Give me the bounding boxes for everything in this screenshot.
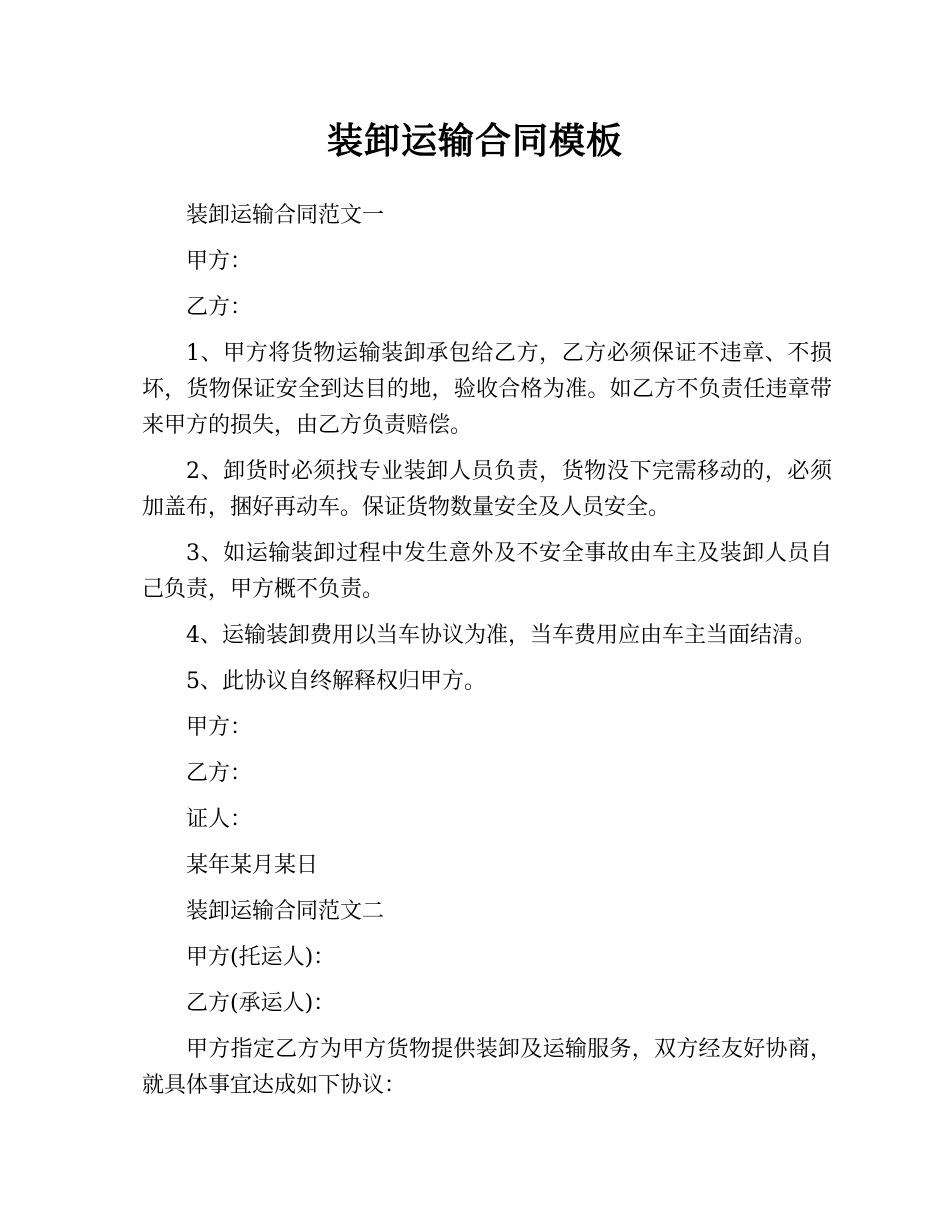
signature-party-b: 乙方： <box>186 761 253 786</box>
document-title: 装卸运输合同模板 <box>326 121 623 162</box>
party-a-label: 甲方： <box>186 249 253 274</box>
clause-2: 2、卸货时必须找专业装卸人员负责，货物没下完需移动的，必须加盖布，捆好再动车。保证货物数量安全及人员安全。 <box>142 459 832 520</box>
clause-3: 3、如运输装卸过程中发生意外及不安全事故由车主及装卸人员自己负责，甲方概不负责。 <box>142 541 832 602</box>
clause-4: 4、运输装卸费用以当车协议为准，当车费用应由车主当面结清。 <box>186 623 816 648</box>
party-b-label: 乙方： <box>186 295 253 320</box>
signature-date: 某年某月某日 <box>186 853 319 878</box>
signature-party-a: 甲方： <box>186 715 253 740</box>
agreement-intro: 甲方指定乙方为甲方货物提供装卸及运输服务，双方经友好协商，就具体事宜达成如下协议： <box>142 1037 832 1098</box>
carrier-label: 乙方(承运人)： <box>186 991 336 1016</box>
section-heading-2: 装卸运输合同范文二 <box>186 899 385 924</box>
section-heading-1: 装卸运输合同范文一 <box>186 203 385 228</box>
clause-5: 5、此协议自终解释权归甲方。 <box>186 669 486 694</box>
document-body <box>142 198 832 1114</box>
signature-witness: 证人： <box>186 807 253 832</box>
clause-1: 1、甲方将货物运输装卸承包给乙方，乙方必须保证不违章、不损坏，货物保证安全到达目的地，验收合格为准。如乙方不负责任违章带来甲方的损失，由乙方负责赔偿。 <box>142 341 832 438</box>
shipper-label: 甲方(托运人)： <box>186 945 336 970</box>
